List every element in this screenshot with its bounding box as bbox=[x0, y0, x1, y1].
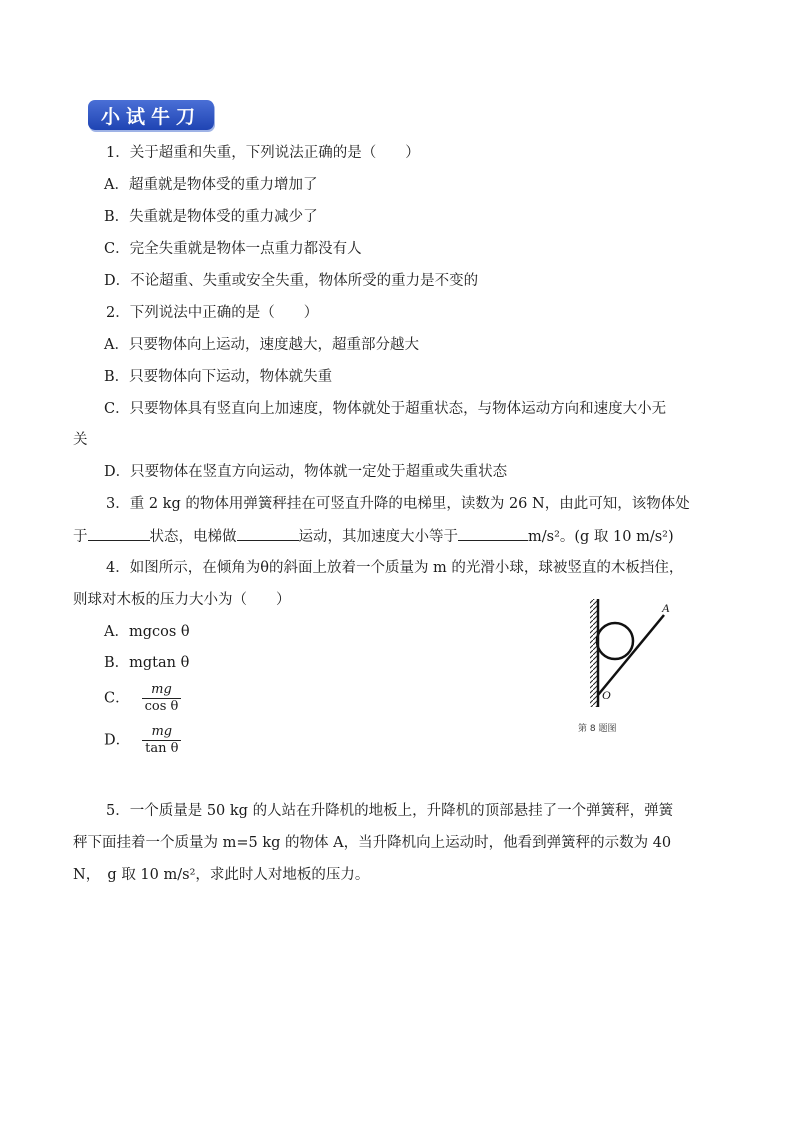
q2-stem: 2．下列说法中正确的是（ ） bbox=[106, 305, 319, 321]
q4-option-c-fraction bbox=[142, 682, 182, 715]
q3-blank-state[interactable] bbox=[88, 526, 150, 541]
q3-text-d: m/s²。(g 取 10 m/s²) bbox=[528, 529, 674, 545]
q2-option-c-cont: 关 bbox=[73, 432, 88, 448]
q4-option-b: B．mgtan θ bbox=[104, 655, 190, 671]
q1-option-d: D．不论超重、失重或安全失重，物体所受的重力是不变的 bbox=[104, 273, 479, 289]
q2-option-c: C．只要物体具有竖直向上加速度，物体就处于超重状态，与物体运动方向和速度大小无 bbox=[104, 401, 667, 417]
q1-option-b: B．失重就是物体受的重力减少了 bbox=[104, 209, 318, 225]
q1-option-a: A．超重就是物体受的重力增加了 bbox=[104, 177, 318, 193]
q4-option-c-numerator: mg bbox=[142, 682, 182, 699]
q3-line-1: 3．重 2 kg 的物体用弹簧秤挂在可竖直升降的电梯里，读数为 26 N，由此可知，该物体处 bbox=[106, 496, 690, 512]
q2-option-b: B．只要物体向下运动，物体就失重 bbox=[104, 369, 333, 385]
q4-option-d-numerator: mg bbox=[142, 724, 181, 741]
q4-line-2: 则球对木板的压力大小为（ ） bbox=[73, 592, 291, 608]
label-o: O bbox=[602, 688, 611, 702]
q5-line-1: 5．一个质量是 50 kg 的人站在升降机的地板上，升降机的顶部悬挂了一个弹簧秤，弹簧 bbox=[106, 803, 674, 819]
q4-option-d-label: D． bbox=[104, 732, 131, 749]
ball bbox=[597, 623, 633, 659]
q4-line-1: 4．如图所示，在倾角为θ的斜面上放着一个质量为 m 的光滑小球，球被竖直的木板挡住， bbox=[106, 560, 684, 576]
q2-option-a: A．只要物体向上运动，速度越大，超重部分越大 bbox=[104, 337, 419, 353]
incline-ball-figure bbox=[568, 595, 678, 740]
q3-blank-motion[interactable] bbox=[237, 526, 299, 541]
q5-line-3: N， g 取 10 m/s²，求此时人对地板的压力。 bbox=[73, 867, 370, 883]
incline-line bbox=[598, 615, 664, 695]
q3-line-2 bbox=[73, 526, 674, 547]
q4-option-d-denominator: tan θ bbox=[145, 741, 179, 756]
q1-stem: 1．关于超重和失重，下列说法正确的是（ ） bbox=[106, 145, 420, 161]
section-badge: 小试牛刀 bbox=[88, 100, 214, 130]
q2-option-d: D．只要物体在竖直方向运动，物体就一定处于超重或失重状态 bbox=[104, 464, 508, 480]
q4-option-a: A．mgcos θ bbox=[104, 624, 190, 640]
q3-blank-acceleration[interactable] bbox=[458, 526, 528, 541]
q4-option-c bbox=[104, 682, 181, 715]
label-a: A bbox=[662, 601, 670, 615]
q5-line-2: 秤下面挂着一个质量为 m=5 kg 的物体 A，当升降机向上运动时，他看到弹簧秤的示数为 40 bbox=[73, 835, 672, 851]
q4-option-d-fraction bbox=[142, 724, 181, 757]
q3-text-c: 运动，其加速度大小等于 bbox=[298, 529, 458, 545]
q3-text-b: 状态，电梯做 bbox=[149, 529, 237, 545]
q4-option-c-label: C． bbox=[104, 690, 130, 707]
q4-option-c-denominator: cos θ bbox=[144, 699, 179, 714]
q4-option-d bbox=[104, 724, 181, 757]
figure-caption: 第 8 题图 bbox=[578, 724, 617, 734]
q1-option-c: C．完全失重就是物体一点重力都没有人 bbox=[104, 241, 362, 257]
q3-text-a: 于 bbox=[73, 529, 88, 545]
